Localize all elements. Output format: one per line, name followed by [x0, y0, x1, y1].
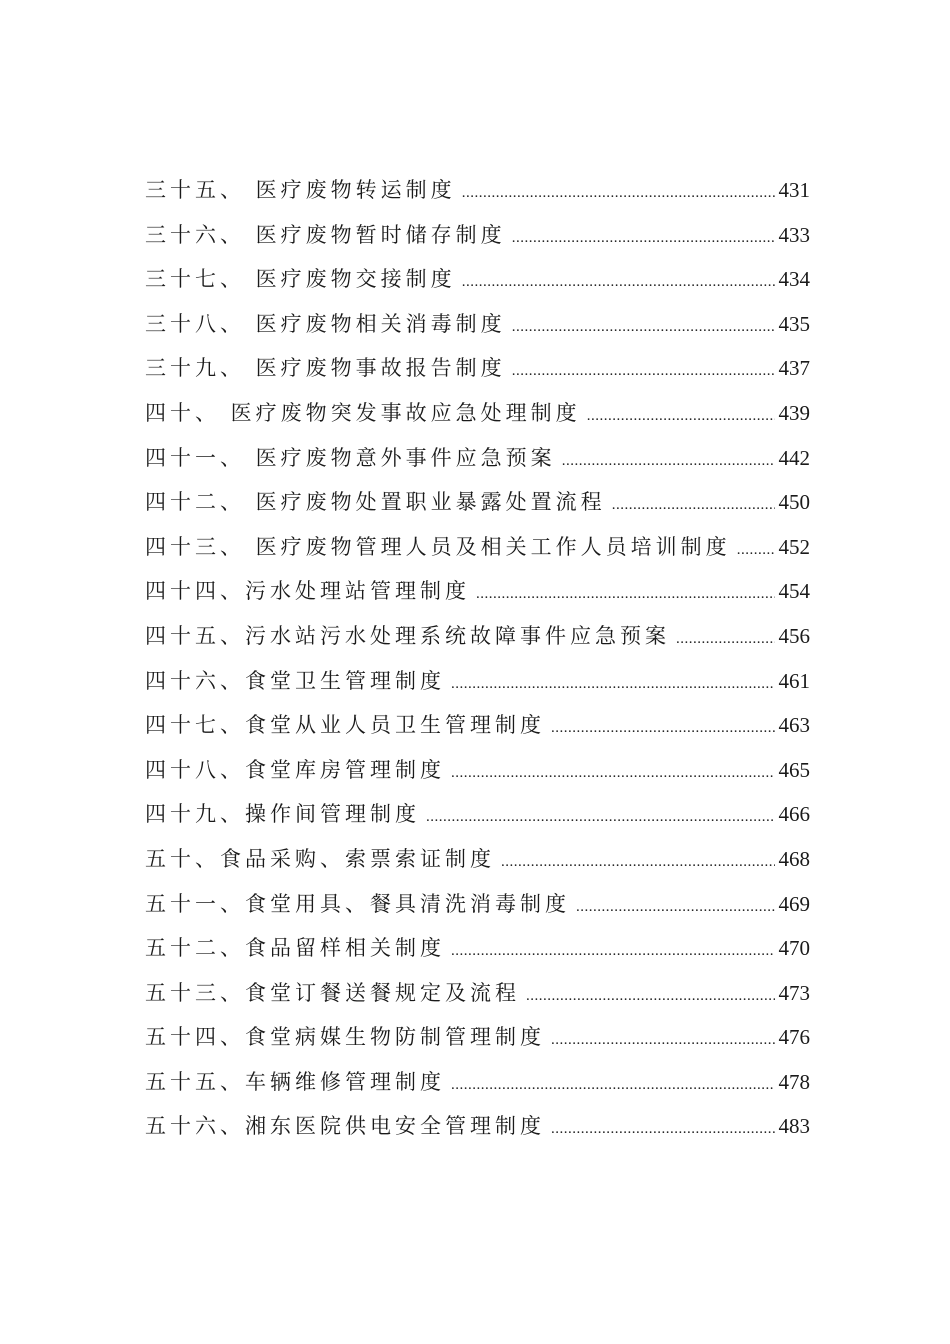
toc-entry-title: 五十一、食堂用具、餐具清洗消毒制度 — [145, 891, 570, 916]
dot-leader — [451, 662, 775, 707]
toc-entry-title: 五十、食品采购、索票索证制度 — [145, 846, 495, 871]
toc-entry-title: 四十八、食堂库房管理制度 — [145, 757, 445, 782]
toc-entry[interactable] — [145, 569, 810, 614]
toc-entry-page: 478 — [778, 1069, 810, 1094]
toc-entry-page: 454 — [778, 579, 810, 604]
dot-leader — [512, 349, 775, 394]
toc-entry-page: 469 — [778, 891, 810, 916]
toc-entry-title: 三十五、 医疗废物转运制度 — [145, 178, 456, 202]
toc-entry-page: 433 — [778, 222, 810, 247]
dot-leader — [551, 1018, 775, 1063]
toc-entry[interactable] — [145, 1060, 810, 1105]
toc-entry-title: 四十二、 医疗废物处置职业暴露处置流程 — [145, 490, 606, 515]
dot-leader — [501, 840, 775, 885]
toc-entry-title: 四十四、污水处理站管理制度 — [145, 579, 470, 604]
toc-entry-page: 476 — [778, 1025, 810, 1050]
toc-entry[interactable] — [145, 213, 810, 258]
toc-entry-page: 483 — [778, 1114, 810, 1139]
dot-leader — [512, 216, 775, 261]
toc-entry-title: 四十九、操作间管理制度 — [145, 802, 420, 827]
toc-entry[interactable] — [145, 168, 810, 213]
dot-leader — [512, 305, 775, 350]
toc-entry[interactable] — [145, 748, 810, 793]
toc-entry-title: 三十六、 医疗废物暂时储存制度 — [145, 222, 506, 247]
dot-leader — [451, 751, 775, 796]
toc-entry-title: 五十六、湘东医院供电安全管理制度 — [145, 1114, 545, 1139]
toc-entry[interactable] — [145, 525, 810, 570]
toc-entry-page: 468 — [778, 846, 810, 871]
toc-entry-page: 431 — [778, 178, 810, 202]
toc-entry-page: 473 — [778, 980, 810, 1005]
toc-entry[interactable] — [145, 391, 810, 436]
toc-entry-title: 四十六、食堂卫生管理制度 — [145, 668, 445, 693]
dot-leader — [462, 171, 775, 216]
dot-leader — [737, 528, 775, 573]
toc-entry-title: 四十三、 医疗废物管理人员及相关工作人员培训制度 — [145, 534, 731, 559]
toc-entry-page: 463 — [778, 713, 810, 738]
toc-entry[interactable] — [145, 659, 810, 704]
dot-leader — [576, 885, 775, 930]
toc-entry-title: 四十、 医疗废物突发事故应急处理制度 — [145, 400, 581, 425]
dot-leader — [462, 260, 775, 305]
dot-leader — [426, 795, 775, 840]
dot-leader — [587, 394, 775, 439]
toc-entry-page: 465 — [778, 757, 810, 782]
dot-leader — [676, 617, 775, 662]
toc-entry-title: 五十二、食品留样相关制度 — [145, 936, 445, 961]
toc-entry[interactable] — [145, 971, 810, 1016]
toc-entry-title: 三十八、 医疗废物相关消毒制度 — [145, 311, 506, 336]
toc-entry-page: 437 — [778, 356, 810, 381]
toc-entry[interactable] — [145, 882, 810, 927]
toc-entry-title: 三十七、 医疗废物交接制度 — [145, 267, 456, 292]
toc-entry-title: 五十四、食堂病媒生物防制管理制度 — [145, 1025, 545, 1050]
toc-entry-page: 442 — [778, 445, 810, 470]
toc-entry[interactable] — [145, 837, 810, 882]
toc-entry-page: 461 — [778, 668, 810, 693]
toc-entry[interactable] — [145, 1104, 810, 1149]
toc-entry[interactable] — [145, 257, 810, 302]
dot-leader — [551, 1107, 775, 1152]
toc-entry[interactable] — [145, 703, 810, 748]
toc-entry-title: 五十三、食堂订餐送餐规定及流程 — [145, 980, 520, 1005]
toc-entry[interactable] — [145, 792, 810, 837]
dot-leader — [451, 1063, 775, 1108]
dot-leader — [526, 974, 775, 1019]
toc-entry[interactable] — [145, 926, 810, 971]
toc-entry-title: 五十五、车辆维修管理制度 — [145, 1069, 445, 1094]
toc-entry-page: 435 — [778, 311, 810, 336]
dot-leader — [476, 572, 775, 617]
toc-entry[interactable] — [145, 346, 810, 391]
toc-entry-page: 452 — [778, 534, 810, 559]
toc-entry[interactable] — [145, 1015, 810, 1060]
dot-leader — [451, 929, 775, 974]
toc-entry[interactable] — [145, 614, 810, 659]
dot-leader — [551, 706, 775, 751]
toc-entry-title: 四十一、 医疗废物意外事件应急预案 — [145, 445, 556, 470]
toc-entry-page: 456 — [778, 623, 810, 648]
dot-leader — [562, 439, 775, 484]
toc-entry-page: 450 — [778, 490, 810, 515]
toc-entry[interactable] — [145, 436, 810, 481]
toc-entry[interactable] — [145, 480, 810, 525]
toc-entry-title: 四十七、食堂从业人员卫生管理制度 — [145, 713, 545, 738]
toc-entry-title: 四十五、污水站污水处理系统故障事件应急预案 — [145, 623, 670, 648]
toc-entry[interactable] — [145, 302, 810, 347]
toc-entry-title: 三十九、 医疗废物事故报告制度 — [145, 356, 506, 381]
toc-entry-page: 439 — [778, 400, 810, 425]
dot-leader — [612, 483, 775, 528]
table-of-contents — [145, 168, 810, 1149]
toc-entry-page: 466 — [778, 802, 810, 827]
toc-entry-page: 434 — [778, 267, 810, 292]
toc-entry-page: 470 — [778, 936, 810, 961]
